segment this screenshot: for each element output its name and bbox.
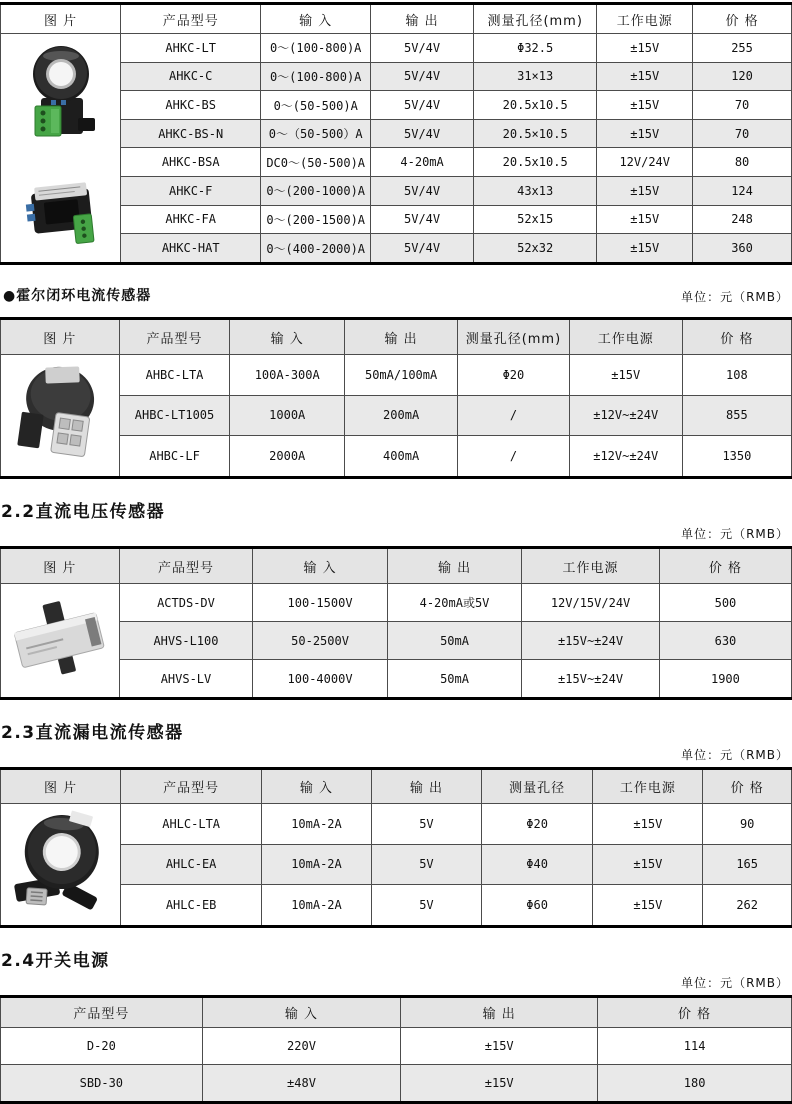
col-header-aperture: 测量孔径(mm) [458,319,570,355]
section-title-dc-voltage: 2.2直流电压传感器 [1,502,166,522]
table-cell: ±15V~±24V [522,660,660,699]
table-cell: 0～(100-800)A [261,62,371,91]
col-header-price: 价 格 [598,997,792,1028]
table-cell: 0～(50-500)A [261,91,371,120]
table-cell: 31×13 [473,62,596,91]
col-header-power: 工作电源 [593,769,703,804]
col-header-image: 图 片 [1,548,120,584]
table-cell: AHLC-LTA [121,804,262,845]
table-cell: AHKC-FA [121,205,261,234]
col-header-aperture: 测量孔径(mm) [473,4,596,34]
table-row [1,395,792,436]
table-header-row [1,548,792,584]
table-cell: 12V/15V/24V [522,584,660,622]
table-cell: Φ20 [458,355,570,396]
table-cell: AHLC-EA [121,844,262,885]
table-cell: 10mA-2A [262,885,372,927]
table-cell: 0～(200-1500)A [261,205,371,234]
table-row [1,355,792,396]
table-cell: 630 [659,622,791,660]
table-cell: ±15V [597,205,693,234]
section-title-hall-closed-loop: ●霍尔闭环电流传感器 [3,288,152,304]
table-cell: AHLC-EB [121,885,262,927]
table-cell: ±15V [597,234,693,264]
table-cell: 0～(400-2000)A [261,234,371,264]
table-cell: 70 [693,119,792,148]
table-cell: 165 [703,844,792,885]
table-cell: AHBC-LTA [119,355,230,396]
col-header-model: 产品型号 [119,319,230,355]
table-cell: 262 [703,885,792,927]
table-cell: AHKC-HAT [121,234,261,264]
table-header-row [1,319,792,355]
table-cell: AHKC-BS-N [121,119,261,148]
table-cell: 5V/4V [371,119,474,148]
col-header-price: 价 格 [682,319,791,355]
col-header-output: 输 出 [401,997,598,1028]
table-cell: ±15V [569,355,682,396]
table-row [1,1065,792,1103]
ring-current-sensor-photo [21,42,101,151]
table-cell: 100-4000V [253,660,387,699]
table-cell: 50mA [387,622,521,660]
col-header-input: 输 入 [261,4,371,34]
voltage-sensor-photo [5,584,115,697]
col-header-aperture: 测量孔径 [481,769,593,804]
col-header-input: 输 入 [262,769,372,804]
table-cell: AHBC-LT1005 [119,395,230,436]
table-cell: 220V [202,1028,401,1065]
closed-loop-current-sensor-photo [12,355,108,476]
table-cell: ±15V [593,885,703,927]
table-cell: Φ60 [481,885,593,927]
table-cell: ACTDS-DV [119,584,253,622]
table-cell: ±15V [597,177,693,206]
table-cell: 360 [693,234,792,264]
section-title-dc-leakage: 2.3直流漏电流传感器 [1,723,184,743]
table-cell: 5V/4V [371,91,474,120]
table-cell: Φ20 [481,804,593,845]
col-header-power: 工作电源 [569,319,682,355]
table-cell: 50-2500V [253,622,387,660]
col-header-output: 输 出 [371,769,481,804]
table-cell: ±15V [597,62,693,91]
table-cell: 0～（50-500）A [261,119,371,148]
hall-open-loop-current-sensor-table [0,2,792,265]
table-cell: AHKC-BS [121,91,261,120]
table-cell: 52x15 [473,205,596,234]
voltage-sensor-photo-cell [1,584,120,699]
table-cell: 52x32 [473,234,596,264]
switch-power-supply-table [0,995,792,1104]
table-cell: 1350 [682,436,791,478]
col-header-output: 输 出 [371,4,474,34]
table-cell: AHKC-F [121,177,261,206]
table-cell: ±15V [593,844,703,885]
col-header-power: 工作电源 [597,4,693,34]
table-cell: 5V [371,885,481,927]
table-cell: 120 [693,62,792,91]
table-header-row [1,769,792,804]
table-cell: AHKC-LT [121,34,261,63]
table-cell: 80 [693,148,792,177]
table-cell: 248 [693,205,792,234]
table-cell: 20.5x10.5 [473,91,596,120]
table-cell: ±12V~±24V [569,436,682,478]
table-cell: 100-1500V [253,584,387,622]
dc-leakage-current-sensor-table [0,767,792,928]
dc-voltage-sensor-table [0,546,792,700]
table-cell: 1000A [230,395,345,436]
table-cell: ±15V [401,1065,598,1103]
table-cell: AHKC-C [121,62,261,91]
unit-label: 单位：元（RMB） [681,527,789,541]
table-cell: 50mA/100mA [345,355,458,396]
table-cell: SBD-30 [1,1065,203,1103]
table-cell: ±15V~±24V [522,622,660,660]
col-header-price: 价 格 [693,4,792,34]
table-cell: 1900 [659,660,791,699]
col-header-input: 输 入 [253,548,387,584]
table-cell: 400mA [345,436,458,478]
col-header-image: 图 片 [1,769,121,804]
table-header-row [1,997,792,1028]
col-header-input: 输 入 [202,997,401,1028]
col-header-image: 图 片 [1,4,121,34]
col-header-model: 产品型号 [119,548,253,584]
table-row [1,34,792,63]
table-row [1,804,792,845]
hall-closed-loop-current-sensor-table [0,317,792,479]
table-cell: 5V [371,844,481,885]
table-cell: 5V [371,804,481,845]
table-cell: 855 [682,395,791,436]
table-row [1,436,792,478]
sensor-price-list-page [0,2,792,1104]
table-cell: 5V/4V [371,177,474,206]
table-header-row [1,4,792,34]
table-cell: 10mA-2A [262,844,372,885]
col-header-power: 工作电源 [522,548,660,584]
col-header-output: 输 出 [387,548,521,584]
table-cell: 5V/4V [371,234,474,264]
table-cell: 43x13 [473,177,596,206]
table-cell: 180 [598,1065,792,1103]
table-cell: 500 [659,584,791,622]
table-row [1,1028,792,1065]
table-cell: 50mA [387,660,521,699]
table-row [1,584,792,622]
table-cell: Φ32.5 [473,34,596,63]
table-cell: 5V/4V [371,34,474,63]
table-cell: 4-20mA或5V [387,584,521,622]
table-cell: 255 [693,34,792,63]
table-cell: 12V/24V [597,148,693,177]
col-header-model: 产品型号 [121,4,261,34]
col-header-price: 价 格 [659,548,791,584]
table-cell: ±15V [597,91,693,120]
table-cell: 0～(100-800)A [261,34,371,63]
table-cell: 5V/4V [371,205,474,234]
ahbc-product-photo-cell [1,355,120,478]
table-cell: 124 [693,177,792,206]
table-cell: ±48V [202,1065,401,1103]
table-cell: 5V/4V [371,62,474,91]
table-cell: 200mA [345,395,458,436]
table-cell: ±15V [401,1028,598,1065]
ahkc-product-photo-cell [1,34,121,264]
leakage-sensor-photo-cell [1,804,121,927]
table-cell: AHBC-LF [119,436,230,478]
table-row [1,622,792,660]
table-cell: ±15V [593,804,703,845]
table-row [1,660,792,699]
toroid-leakage-sensor-photo [9,804,113,925]
col-header-model: 产品型号 [1,997,203,1028]
table-cell: 20.5×10.5 [473,119,596,148]
unit-label: 单位：元（RMB） [681,290,789,304]
table-cell: / [458,436,570,478]
table-cell: ±15V [597,119,693,148]
table-cell: 90 [703,804,792,845]
col-header-price: 价 格 [703,769,792,804]
section-title-switch-power: 2.4开关电源 [1,951,110,971]
col-header-input: 输 入 [230,319,345,355]
col-header-model: 产品型号 [121,769,262,804]
table-cell: 70 [693,91,792,120]
table-cell: 20.5x10.5 [473,148,596,177]
table-cell: Φ40 [481,844,593,885]
table-cell: 10mA-2A [262,804,372,845]
unit-label: 单位：元（RMB） [681,976,789,990]
table-cell: ±12V~±24V [569,395,682,436]
col-header-image: 图 片 [1,319,120,355]
table-cell: AHVS-L100 [119,622,253,660]
table-cell: ±15V [597,34,693,63]
table-cell: 4-20mA [371,148,474,177]
table-cell: 100A-300A [230,355,345,396]
table-cell: 114 [598,1028,792,1065]
col-header-output: 输 出 [345,319,458,355]
table-cell: AHKC-BSA [121,148,261,177]
table-cell: 0～(200-1000)A [261,177,371,206]
table-cell: 2000A [230,436,345,478]
unit-label: 单位：元（RMB） [681,748,789,762]
table-cell: / [458,395,570,436]
table-cell: AHVS-LV [119,660,253,699]
table-cell: DC0～(50-500)A [261,148,371,177]
box-current-sensor-photo [17,177,105,254]
table-cell: D-20 [1,1028,203,1065]
table-cell: 108 [682,355,791,396]
